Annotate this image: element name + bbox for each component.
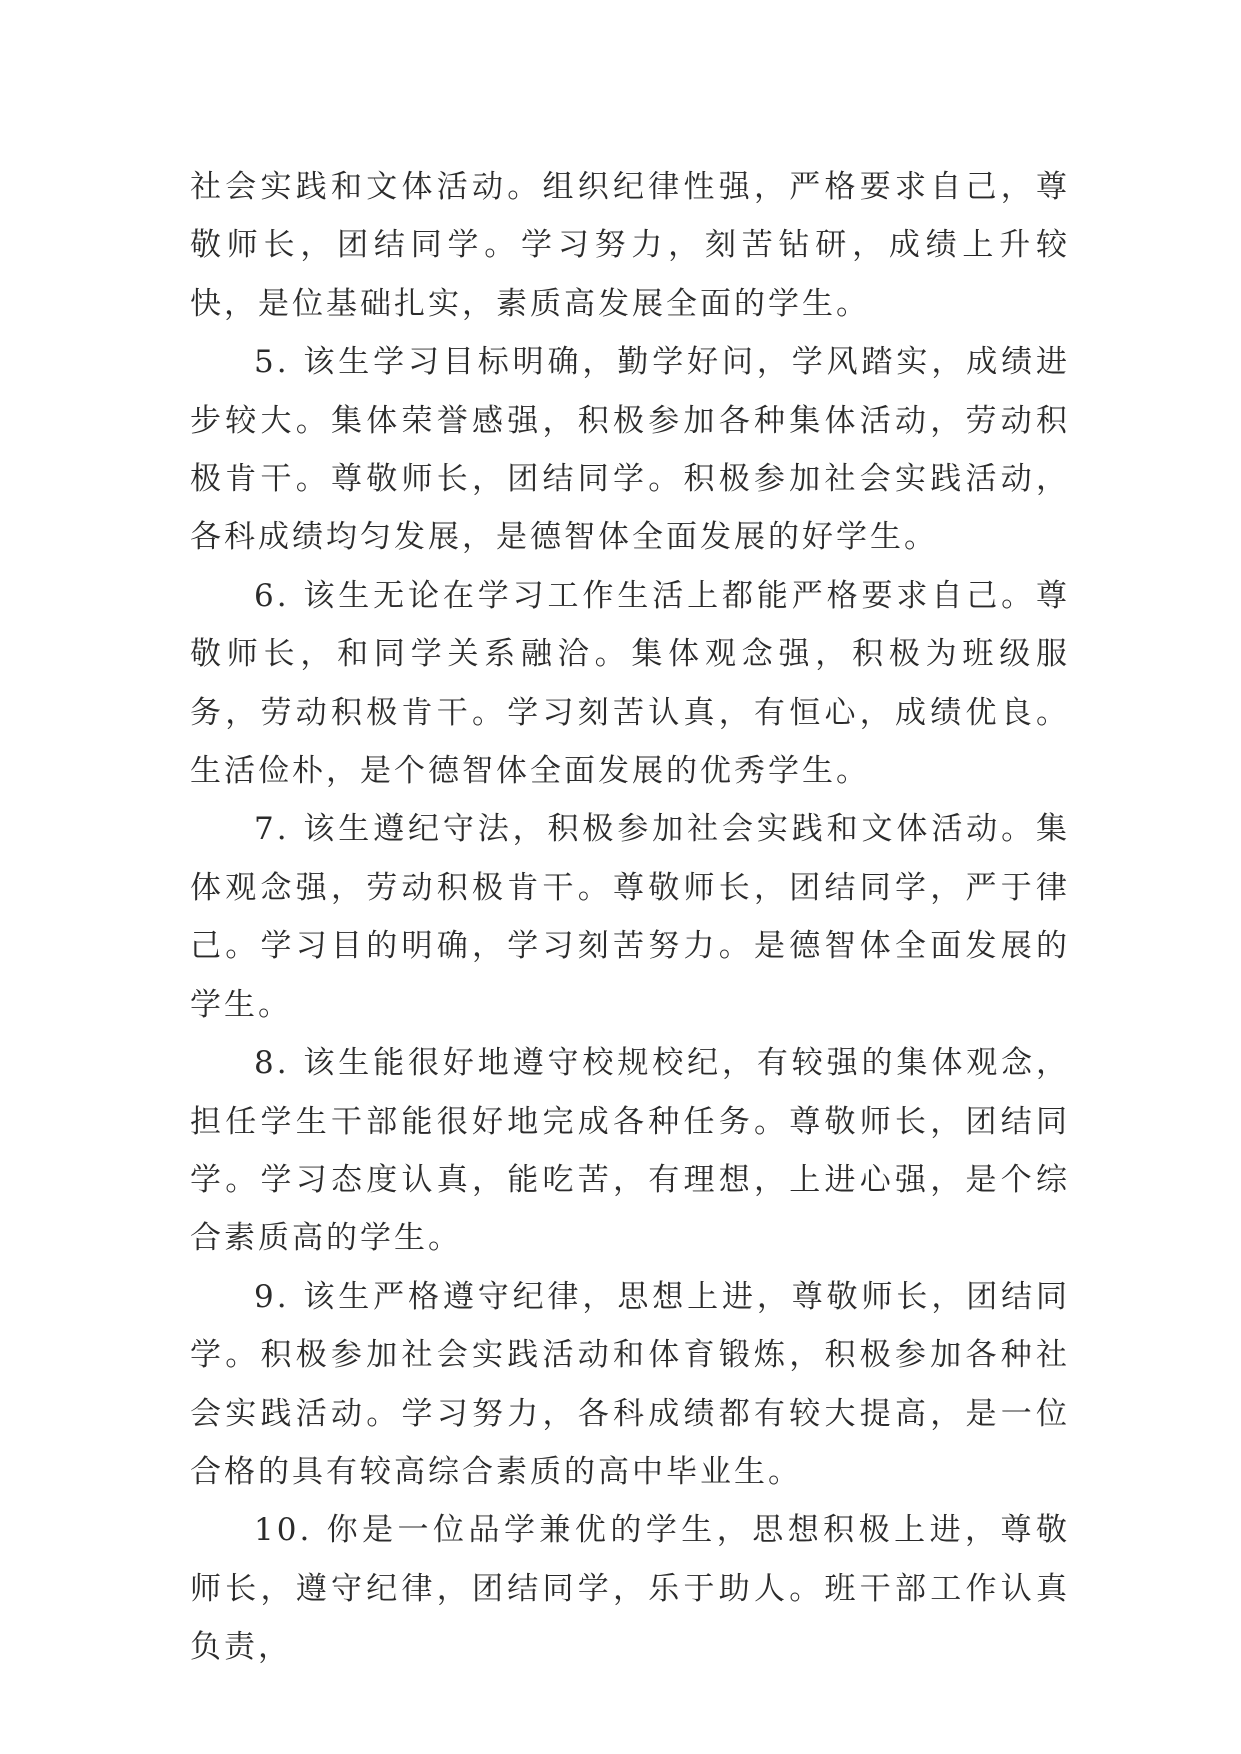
paragraph-item-9: 9. 该生严格遵守纪律，思想上进，尊敬师长，团结同学。积极参加社会实践活动和体育锻炼，积极参加各种社会实践活动。学习努力，各科成绩都有较大提高，是一位合格的具有较高综合素质的高中毕业生。 (190, 1278, 1070, 1490)
paragraph-item-7: 7. 该生遵纪守法，积极参加社会实践和文体活动。集体观念强，劳动积极肯干。尊敬师长，团结同学，严于律己。学习目的明确，学习刻苦努力。是德智体全面发展的学生。 (190, 811, 1070, 1023)
paragraph-item-5: 5. 该生学习目标明确，勤学好问，学风踏实，成绩进步较大。集体荣誉感强，积极参加各种集体活动，劳动积极肯干。尊敬师长，团结同学。积极参加社会实践活动，各科成绩均匀发展，是德智体全面发展的好学生。 (190, 344, 1070, 556)
paragraph-continuation: 社会实践和文体活动。组织纪律性强，严格要求自己，尊敬师长，团结同学。学习努力，刻苦钻研，成绩上升较快，是位基础扎实，素质高发展全面的学生。 (190, 169, 1070, 322)
document-body (190, 158, 1070, 1677)
paragraph-item-6: 6. 该生无论在学习工作生活上都能严格要求自己。尊敬师长，和同学关系融洽。集体观念强，积极为班级服务，劳动积极肯干。学习刻苦认真，有恒心，成绩优良。生活俭朴，是个德智体全面发展的优秀学生。 (190, 577, 1070, 790)
paragraph-item-8: 8. 该生能很好地遵守校规校纪，有较强的集体观念，担任学生干部能很好地完成各种任务。尊敬师长，团结同学。学习态度认真，能吃苦，有理想，上进心强，是个综合素质高的学生。 (190, 1045, 1070, 1257)
paragraph-item-10: 10. 你是一位品学兼优的学生，思想积极上进，尊敬师长，遵守纪律，团结同学，乐于助人。班干部工作认真负责， (190, 1512, 1070, 1666)
